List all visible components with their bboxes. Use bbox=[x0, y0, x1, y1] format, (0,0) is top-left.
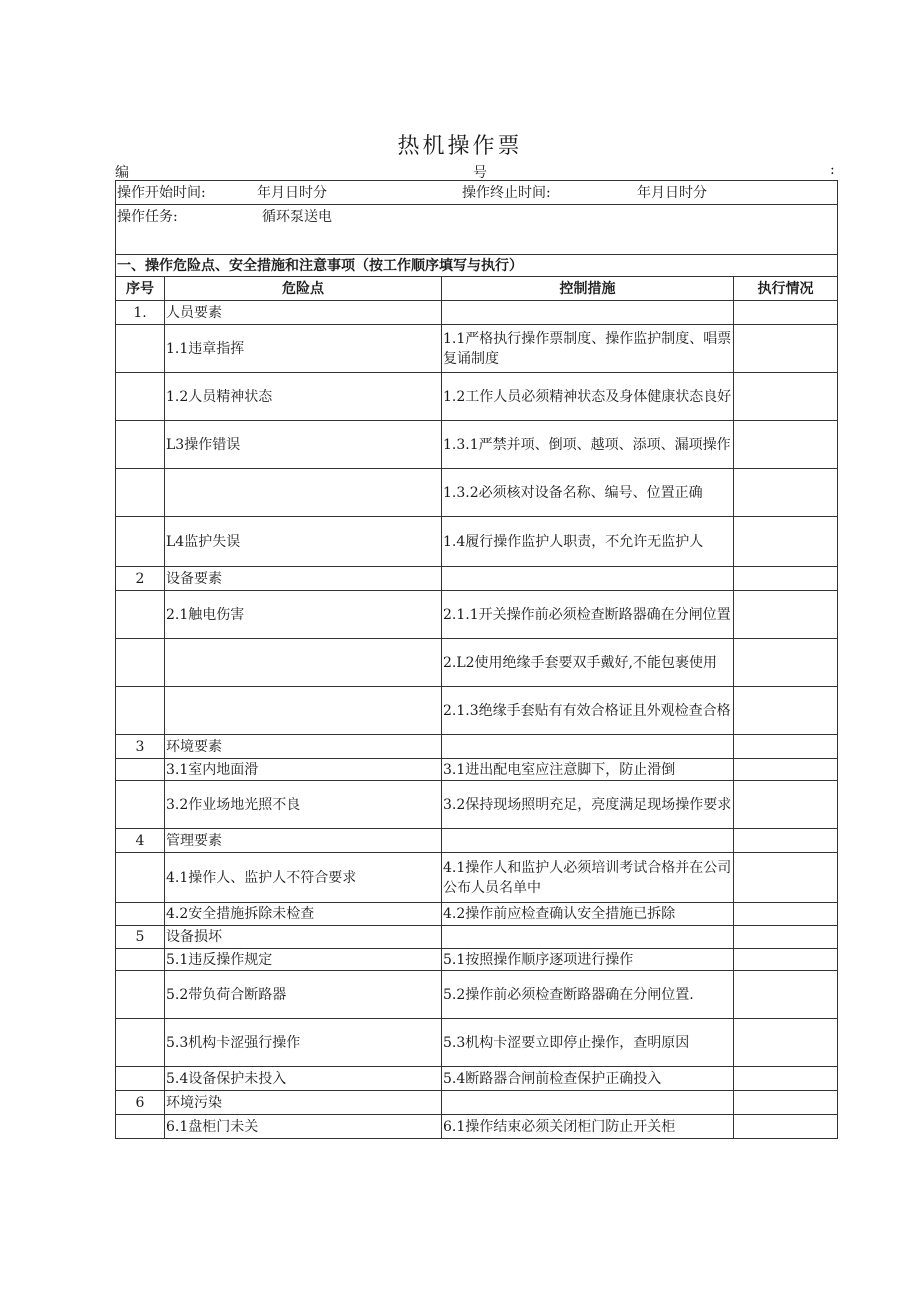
table-row bbox=[116, 1091, 838, 1115]
row-seq bbox=[116, 759, 165, 781]
row-hazard: 1.2人员精神状态 bbox=[165, 373, 442, 421]
table-row bbox=[116, 781, 838, 829]
table-row bbox=[116, 926, 838, 949]
row-seq bbox=[116, 903, 165, 926]
row-seq bbox=[116, 469, 165, 517]
row-control bbox=[442, 1091, 734, 1115]
row-seq bbox=[116, 639, 165, 687]
table-row bbox=[116, 517, 838, 567]
table-row bbox=[116, 325, 838, 373]
row-status bbox=[734, 591, 838, 639]
row-control: 1.3.2必须核对设备名称、编号、位置正确 bbox=[442, 469, 734, 517]
row-hazard: 环境要素 bbox=[165, 735, 442, 759]
row-status bbox=[734, 1115, 838, 1139]
ticket-number-line bbox=[115, 162, 837, 182]
row-status bbox=[734, 373, 838, 421]
row-control: 2.1.1开关操作前必须检查断路器确在分闸位置 bbox=[442, 591, 734, 639]
table-row bbox=[116, 301, 838, 325]
row-seq bbox=[116, 517, 165, 567]
row-control: 6.1操作结束必须关闭柜门防止开关柜 bbox=[442, 1115, 734, 1139]
row-seq bbox=[116, 591, 165, 639]
row-status bbox=[734, 469, 838, 517]
table-row bbox=[116, 687, 838, 735]
row-hazard: 设备要素 bbox=[165, 567, 442, 591]
row-seq bbox=[116, 373, 165, 421]
start-time-value: 年月日时分 bbox=[257, 184, 327, 201]
row-seq bbox=[116, 1115, 165, 1139]
row-hazard: 设备损坏 bbox=[165, 926, 442, 949]
table-row bbox=[116, 949, 838, 971]
row-control: 3.2保持现场照明充足，亮度满足现场操作要求 bbox=[442, 781, 734, 829]
row-control bbox=[442, 829, 734, 853]
row-seq: 4 bbox=[116, 829, 165, 853]
row-hazard: 4.2安全措施拆除未检查 bbox=[165, 903, 442, 926]
table-row bbox=[116, 591, 838, 639]
code-label-mid: 号 bbox=[473, 165, 487, 181]
row-status bbox=[734, 325, 838, 373]
row-control bbox=[442, 301, 734, 325]
row-status bbox=[734, 1067, 838, 1091]
task-label: 操作任务: bbox=[117, 209, 178, 225]
row-status bbox=[734, 735, 838, 759]
row-control bbox=[442, 567, 734, 591]
row-control: 5.3机构卡涩要立即停止操作，查明原因 bbox=[442, 1019, 734, 1067]
row-hazard: 3.1室内地面滑 bbox=[165, 759, 442, 781]
row-hazard: 5.3机构卡涩强行操作 bbox=[165, 1019, 442, 1067]
row-control: 3.1进出配电室应注意脚下，防止滑倒 bbox=[442, 759, 734, 781]
row-hazard: 人员要素 bbox=[165, 301, 442, 325]
row-seq bbox=[116, 949, 165, 971]
row-status bbox=[734, 567, 838, 591]
row-control: 5.2操作前必须检查断路器确在分闸位置. bbox=[442, 971, 734, 1019]
row-control: 1.2工作人员必须精神状态及身体健康状态良好 bbox=[442, 373, 734, 421]
row-control: 5.1按照操作顺序逐项进行操作 bbox=[442, 949, 734, 971]
row-hazard: 5.4设备保护未投入 bbox=[165, 1067, 442, 1091]
table-header-row bbox=[116, 277, 838, 301]
page-title: 热机操作票 bbox=[397, 134, 523, 159]
row-hazard: 5.2带负荷合断路器 bbox=[165, 971, 442, 1019]
table-row bbox=[116, 829, 838, 853]
row-status bbox=[734, 829, 838, 853]
row-control: 1.3.1严禁并项、倒项、越项、添项、漏项操作 bbox=[442, 421, 734, 469]
row-status bbox=[734, 517, 838, 567]
row-control: 2.1.3绝缘手套贴有有效合格证且外观检查合格 bbox=[442, 687, 734, 735]
header-hazard: 危险点 bbox=[165, 277, 442, 301]
operation-ticket-table bbox=[115, 180, 838, 1139]
row-status bbox=[734, 926, 838, 949]
table-row bbox=[116, 853, 838, 903]
row-status bbox=[734, 1091, 838, 1115]
row-status bbox=[734, 639, 838, 687]
header-status: 执行情况 bbox=[734, 277, 838, 301]
row-hazard: 管理要素 bbox=[165, 829, 442, 853]
row-seq: 6 bbox=[116, 1091, 165, 1115]
table-row bbox=[116, 1115, 838, 1139]
row-seq: 5 bbox=[116, 926, 165, 949]
row-control: 1.4履行操作监护人职责，不允许无监护人 bbox=[442, 517, 734, 567]
row-seq bbox=[116, 687, 165, 735]
section-title: 一、操作危险点、安全措施和注意事项（按工作顺序填写与执行） bbox=[116, 255, 838, 277]
row-seq bbox=[116, 971, 165, 1019]
table-row bbox=[116, 903, 838, 926]
table-row bbox=[116, 469, 838, 517]
row-hazard: L4监护失误 bbox=[165, 517, 442, 567]
row-status bbox=[734, 421, 838, 469]
row-status bbox=[734, 301, 838, 325]
table-row bbox=[116, 759, 838, 781]
table-row bbox=[116, 373, 838, 421]
row-seq: 2 bbox=[116, 567, 165, 591]
row-status bbox=[734, 949, 838, 971]
table-row bbox=[116, 1019, 838, 1067]
start-time-label: 操作开始时间: bbox=[117, 184, 206, 201]
row-hazard: 环境污染 bbox=[165, 1091, 442, 1115]
row-control: 1.1严格执行操作票制度、操作监护制度、唱票复诵制度 bbox=[442, 325, 734, 373]
table-row bbox=[116, 421, 838, 469]
row-seq: 1. bbox=[116, 301, 165, 325]
header-control: 控制措施 bbox=[442, 277, 734, 301]
task-row bbox=[116, 205, 838, 255]
row-control: 2.L2使用绝缘手套要双手戴好,不能包裹使用 bbox=[442, 639, 734, 687]
row-seq bbox=[116, 1019, 165, 1067]
row-seq bbox=[116, 325, 165, 373]
table-row bbox=[116, 971, 838, 1019]
row-control: 4.1操作人和监护人必须培训考试合格并在公司公布人员名单中 bbox=[442, 853, 734, 903]
row-status bbox=[734, 781, 838, 829]
table-row bbox=[116, 1067, 838, 1091]
row-seq bbox=[116, 421, 165, 469]
row-status bbox=[734, 759, 838, 781]
row-status bbox=[734, 903, 838, 926]
row-hazard bbox=[165, 639, 442, 687]
row-hazard: 3.2作业场地光照不良 bbox=[165, 781, 442, 829]
row-hazard: 2.1触电伤害 bbox=[165, 591, 442, 639]
row-control: 4.2操作前应检查确认安全措施已拆除 bbox=[442, 903, 734, 926]
table-row bbox=[116, 639, 838, 687]
end-time-label: 操作终止时间: bbox=[462, 184, 551, 201]
row-hazard bbox=[165, 469, 442, 517]
code-label-colon: : bbox=[830, 162, 835, 178]
row-status bbox=[734, 853, 838, 903]
section-title-row bbox=[116, 255, 838, 277]
row-seq bbox=[116, 853, 165, 903]
row-status bbox=[734, 687, 838, 735]
row-hazard: 1.1违章指挥 bbox=[165, 325, 442, 373]
row-status bbox=[734, 1019, 838, 1067]
row-hazard: 4.1操作人、监护人不符合要求 bbox=[165, 853, 442, 903]
row-seq: 3 bbox=[116, 735, 165, 759]
table-row bbox=[116, 567, 838, 591]
row-hazard bbox=[165, 687, 442, 735]
row-control bbox=[442, 926, 734, 949]
row-seq bbox=[116, 781, 165, 829]
row-status bbox=[734, 971, 838, 1019]
header-seq: 序号 bbox=[116, 277, 165, 301]
row-hazard: 6.1盘柜门未关 bbox=[165, 1115, 442, 1139]
row-hazard: 5.1违反操作规定 bbox=[165, 949, 442, 971]
row-seq bbox=[116, 1067, 165, 1091]
row-hazard: L3操作错误 bbox=[165, 421, 442, 469]
row-control: 5.4断路器合闸前检查保护正确投入 bbox=[442, 1067, 734, 1091]
task-value: 循环泵送电 bbox=[262, 209, 332, 225]
time-row bbox=[116, 181, 838, 205]
table-row bbox=[116, 735, 838, 759]
row-control bbox=[442, 735, 734, 759]
end-time-value: 年月日时分 bbox=[637, 184, 707, 201]
code-label-left: 编 bbox=[115, 165, 129, 181]
